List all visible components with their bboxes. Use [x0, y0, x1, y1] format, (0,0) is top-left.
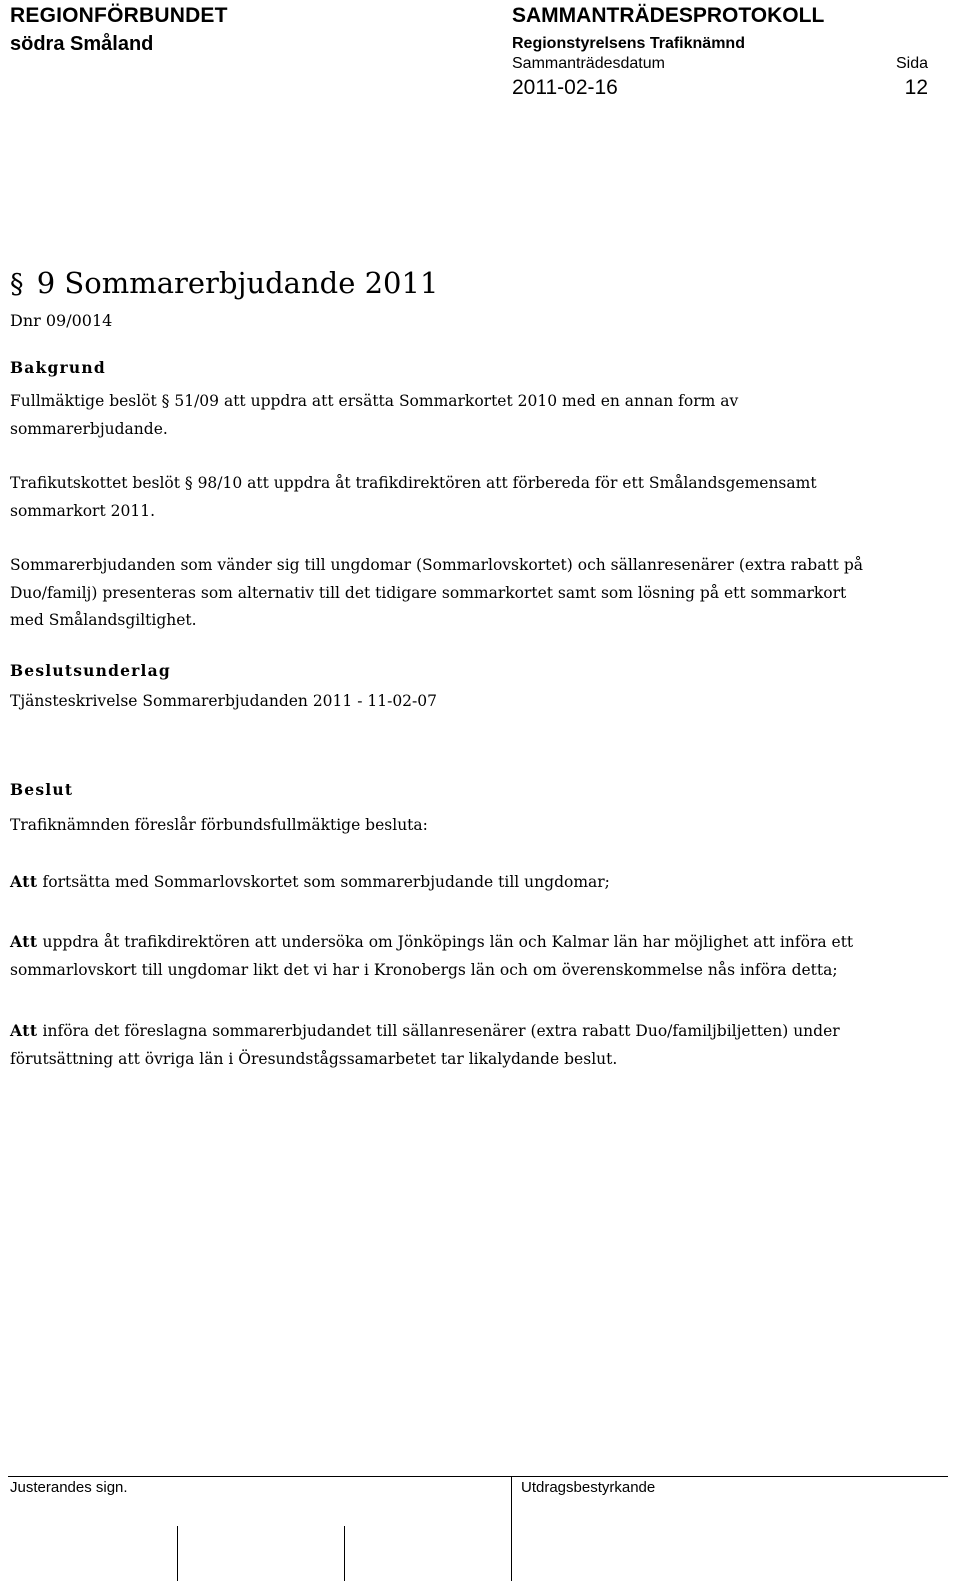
background-paragraph-2: [10, 470, 817, 525]
document-type: SAMMANTRÄDESPROTOKOLL: [512, 4, 825, 27]
item-title-text: 9 Sommarerbjudande 2011: [36, 266, 439, 300]
text-line: fortsätta med Sommarlovskortet som sommarerbjudande till ungdomar;: [42, 873, 610, 891]
att-word: Att: [10, 932, 38, 951]
text-line: sommarlovskort till ungdomar likt det vi har i Kronobergs län och om överenskommelse nås införa detta;: [10, 960, 838, 979]
text-line: Sommarerbjudanden som vänder sig till ungdomar (Sommarlovskortet) och sällanresenärer (extra rabatt på: [10, 556, 863, 574]
att-word: Att: [10, 1021, 38, 1040]
registration-number: Dnr 09/0014: [10, 311, 113, 330]
background-paragraph-3: [10, 552, 863, 635]
text-line: uppdra åt trafikdirektören att undersöka om Jönköpings län och Kalmar län har möjlighet att införa ett: [42, 933, 854, 951]
page-number: 12: [904, 76, 928, 99]
basis-heading: Beslutsunderlag: [10, 661, 171, 680]
meeting-date-label: Sammanträdesdatum: [512, 55, 665, 72]
footer-divider: [8, 1476, 948, 1477]
decision-clause-1: [10, 868, 610, 897]
background-paragraph-1: [10, 388, 738, 443]
text-line: sommarerbjudande.: [10, 419, 168, 438]
text-line: förutsättning att övriga län i Öresundstågssamarbetet tar likalydande beslut.: [10, 1049, 618, 1068]
section-sign: §: [10, 269, 24, 300]
text-line: Duo/familj) presenteras som alternativ till det tidigare sommarkortet samt som lösning på ett sommarkort: [10, 583, 847, 602]
basis-text: Tjänsteskrivelse Sommarerbjudanden 2011 - 11-02-07: [10, 692, 437, 710]
decision-intro: Trafiknämnden föreslår förbundsfullmäktige besluta:: [10, 816, 428, 834]
decision-heading: Beslut: [10, 780, 74, 799]
background-heading: Bakgrund: [10, 358, 106, 377]
signature-box-divider: [511, 1476, 512, 1581]
att-word: Att: [10, 872, 38, 891]
signature-label: Justerandes sign.: [10, 1479, 128, 1496]
text-line: med Smålandsgiltighet.: [10, 611, 197, 629]
signature-box-divider: [177, 1526, 178, 1581]
text-line: införa det föreslagna sommarerbjudandet till sällanresenärer (extra rabatt Duo/familjbiljetten) under: [42, 1022, 840, 1040]
text-line: sommarkort 2011.: [10, 501, 155, 520]
text-line: Trafikutskottet beslöt § 98/10 att uppdra åt trafikdirektören att förbereda för ett Smålandsgemensamt: [10, 474, 817, 492]
decision-clause-3: [10, 1017, 840, 1073]
decision-clause-2: [10, 928, 853, 984]
meeting-date: 2011-02-16: [512, 76, 618, 99]
board-name: Regionstyrelsens Trafiknämnd: [512, 35, 745, 52]
extract-certification-label: Utdragsbestyrkande: [521, 1479, 656, 1496]
organization-subname: södra Småland: [10, 33, 154, 55]
organization-name: REGIONFÖRBUNDET: [10, 4, 228, 27]
item-title: [10, 266, 438, 300]
text-line: Fullmäktige beslöt § 51/09 att uppdra att ersätta Sommarkortet 2010 med en annan form av: [10, 392, 739, 410]
signature-box-divider: [344, 1526, 345, 1581]
page-label: Sida: [895, 55, 928, 72]
